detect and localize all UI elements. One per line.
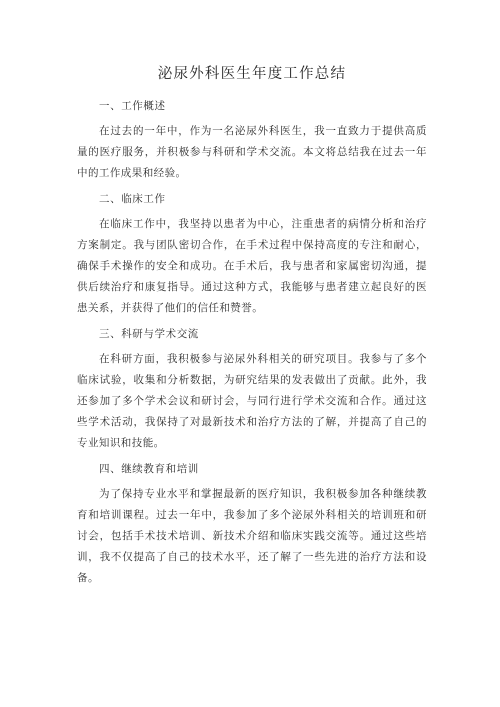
section-paragraph: 在科研方面，我积极参与泌尿外科相关的研究项目。我参与了多个临床试验，收集和分析数据，为研究结果的发表做出了贡献。此外，我还参加了多个学术会议和研讨会，与同行进行学术交流和合作。通过这些学术活动，我保持了对最新技术和治疗方法的了解，并提高了自己的专业知识和技能。 <box>77 352 427 450</box>
section-heading: 三、科研与学术交流 <box>99 327 199 340</box>
section-research <box>77 327 427 455</box>
section-heading: 二、临床工作 <box>99 192 166 205</box>
section-paragraph: 为了保持专业水平和掌握最新的医疗知识，我积极参加各种继续教育和培训课程。过去一年中，我参加了多个泌尿外科相关的培训班和研讨会，包括手术技术培训、新技术介绍和临床实践交流等。通过这些培训，我不仅提高了自己的技术水平，还了解了一些先进的治疗方法和设备。 <box>77 487 427 585</box>
section-paragraph: 在过去的一年中，作为一名泌尿外科医生，我一直致力于提供高质量的医疗服务，并积极参与科研和学术交流。本文将总结我在过去一年中的工作成果和经验。 <box>77 125 427 180</box>
section-paragraph: 在临床工作中，我坚持以患者为中心，注重患者的病情分析和治疗方案制定。我与团队密切合作，在手术过程中保持高度的专注和耐心，确保手术操作的安全和成功。在手术后，我与患者和家属密切沟通，提供后续治疗和康复指导。通过这种方式，我能够与患者建立起良好的医患关系，并获得了他们的信任和赞誉。 <box>77 217 427 315</box>
document-title: 泌尿外科医生年度工作总结 <box>157 66 347 82</box>
section-training <box>77 462 427 590</box>
section-overview <box>77 99 427 185</box>
document-page <box>77 62 427 597</box>
section-heading: 四、继续教育和培训 <box>99 462 199 475</box>
section-clinical-work <box>77 192 427 320</box>
section-heading: 一、工作概述 <box>99 100 166 112</box>
